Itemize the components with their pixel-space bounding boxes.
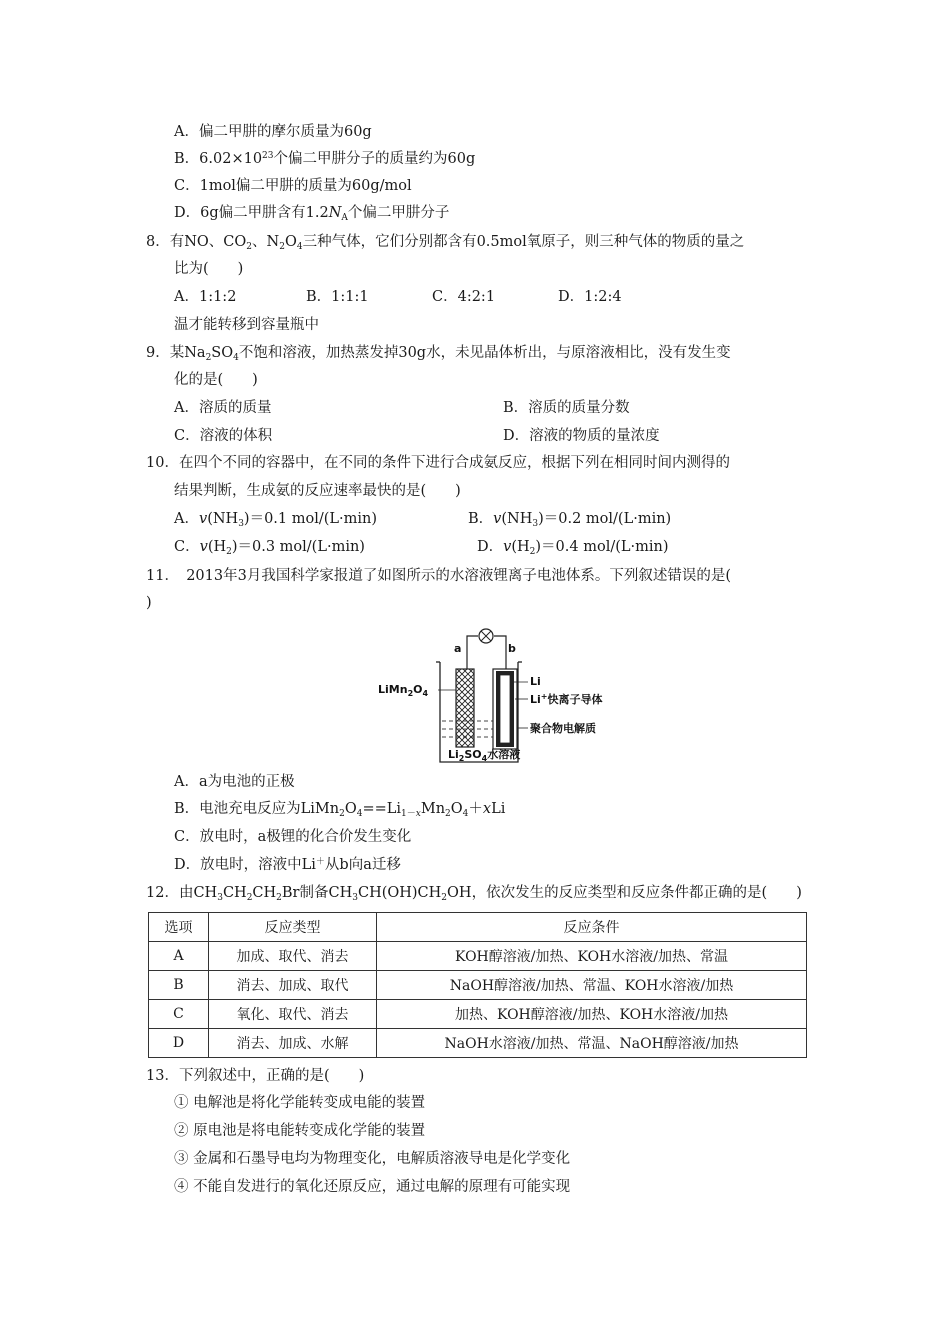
label-limn2o4: $LiMn_2O_4$ xyxy=(378,683,429,698)
cell-type: 消去、加成、取代 xyxy=(209,971,377,1000)
wire-left xyxy=(467,636,478,669)
reaction-table xyxy=(148,912,807,1058)
q11-option-b: B．电池充电反应为$LiMn_2O_4==Li_{1-x}Mn_2O_4+xLi$ xyxy=(174,801,506,819)
cell-type: 消去、加成、水解 xyxy=(209,1029,377,1058)
label-li: Li xyxy=(530,675,541,688)
q10-option-d: D．$v(H_2)=0.4$ mol/(L·min) xyxy=(477,539,669,557)
label-a: a xyxy=(454,642,462,655)
label-li-fast-ion-conductor: Li+快离子导体 xyxy=(530,692,603,706)
q8-option-b: B．1:1:1 xyxy=(306,289,369,305)
q10-option-a: A．$v(NH_3)=0.1$ mol/(L·min) xyxy=(174,511,378,529)
cell-condition: NaOH醇溶液/加热、常温、KOH水溶液/加热 xyxy=(377,971,807,1000)
table-header-row xyxy=(149,913,807,942)
q8-option-d: D．1:2:4 xyxy=(558,289,622,305)
q9-option-c: C．溶液的体积 xyxy=(174,428,273,444)
label-b: b xyxy=(508,642,516,655)
q8-option-a: A．1:1:2 xyxy=(174,289,237,305)
label-polymer-electrolyte: 聚合物电解质 xyxy=(530,722,596,735)
q7-option-c: C．1mol偏二甲肼的质量为60g/mol xyxy=(174,178,412,194)
q13-item-2: ② 原电池是将电能转变成化学能的装置 xyxy=(174,1123,426,1139)
cell-option: A xyxy=(149,942,209,971)
label-li2so4-solution: $Li_2SO_4$水溶液 xyxy=(448,748,521,763)
cell-option: D xyxy=(149,1029,209,1058)
q13-item-1: ① 电解池是将化学能转变成电能的装置 xyxy=(174,1095,426,1111)
table-row xyxy=(149,971,807,1000)
table-row xyxy=(149,1000,807,1029)
cell-type: 氧化、取代、消去 xyxy=(209,1000,377,1029)
q7-option-d: D．6g偏二甲肼含有$1.2N_A$个偏二甲肼分子 xyxy=(174,205,450,223)
q9-option-a: A．溶质的质量 xyxy=(174,400,272,416)
q11-option-c: C．放电时，a极锂的化合价发生变化 xyxy=(174,829,412,845)
q8-stem-line2: 比为( ) xyxy=(174,261,244,277)
cell-condition: 加热、KOH醇溶液/加热、KOH水溶液/加热 xyxy=(377,1000,807,1029)
electrode-b-li xyxy=(500,675,510,743)
battery-diagram xyxy=(378,626,638,766)
q7-option-b: B．$6.02\times 10^{23}$个偏二甲肼分子的质量约为60g xyxy=(174,151,476,167)
q8-stem-line1: 8．有NO、$CO_2$、$N_2O_4$三种气体，它们分别都含有0.5mol氧原子，则三种气体的物质的量之 xyxy=(146,234,745,252)
q10-stem-line2: 结果判断，生成氨的反应速率最快的是( ) xyxy=(174,483,461,499)
q8-option-c: C．4:2:1 xyxy=(432,289,496,305)
stray-text-line: 温才能转移到容量瓶中 xyxy=(174,317,319,333)
q7-option-a: A．偏二甲肼的摩尔质量为60g xyxy=(174,124,372,140)
header-reaction-type: 反应类型 xyxy=(209,913,377,942)
cell-type: 加成、取代、消去 xyxy=(209,942,377,971)
q10-option-b: B．$v(NH_3)=0.2$ mol/(L·min) xyxy=(468,511,672,529)
q13-item-3: ③ 金属和石墨导电均为物理变化，电解质溶液导电是化学变化 xyxy=(174,1151,571,1167)
q9-option-d: D．溶液的物质的量浓度 xyxy=(503,428,660,444)
q11-option-d: D．放电时，溶液中Li＋从b向a迁移 xyxy=(174,857,401,873)
electrode-a-limn2o4 xyxy=(456,669,474,747)
wire-right xyxy=(494,636,506,669)
q11-stem-line2: ) xyxy=(146,595,152,611)
q11-stem-line1: 11． 2013年3月我国科学家报道了如图所示的水溶液锂离子电池体系。下列叙述错误的是( xyxy=(146,568,731,584)
header-option: 选项 xyxy=(149,913,209,942)
cell-condition: NaOH水溶液/加热、常温、NaOH醇溶液/加热 xyxy=(377,1029,807,1058)
q9-stem-line2: 化的是( ) xyxy=(174,372,258,388)
cell-condition: KOH醇溶液/加热、KOH水溶液/加热、常温 xyxy=(377,942,807,971)
q9-option-b: B．溶质的质量分数 xyxy=(503,400,630,416)
table-row xyxy=(149,942,807,971)
q10-stem-line1: 10．在四个不同的容器中，在不同的条件下进行合成氨反应，根据下列在相同时间内测得的 xyxy=(146,455,730,471)
q10-option-c: C．$v(H_2)=0.3$ mol/(L·min) xyxy=(174,539,365,557)
q13-stem: 13．下列叙述中，正确的是( ) xyxy=(146,1068,365,1084)
q12-stem: 12．由$CH_3CH_2CH_2Br$制备$CH_3CH(OH)CH_2OH$，依次发生的反应类型和反应条件都正确的是( ) xyxy=(146,885,802,903)
cell-option: C xyxy=(149,1000,209,1029)
q11-option-a: A．a为电池的正极 xyxy=(174,774,295,790)
header-reaction-condition: 反应条件 xyxy=(377,913,807,942)
table-row xyxy=(149,1029,807,1058)
q9-stem-line1: 9．某$Na_2SO_4$不饱和溶液，加热蒸发掉30g水，未见晶体析出，与原溶液相比，没有发生变 xyxy=(146,345,731,363)
cell-option: B xyxy=(149,971,209,1000)
q13-item-4: ④ 不能自发进行的氧化还原反应，通过电解的原理有可能实现 xyxy=(174,1179,571,1195)
